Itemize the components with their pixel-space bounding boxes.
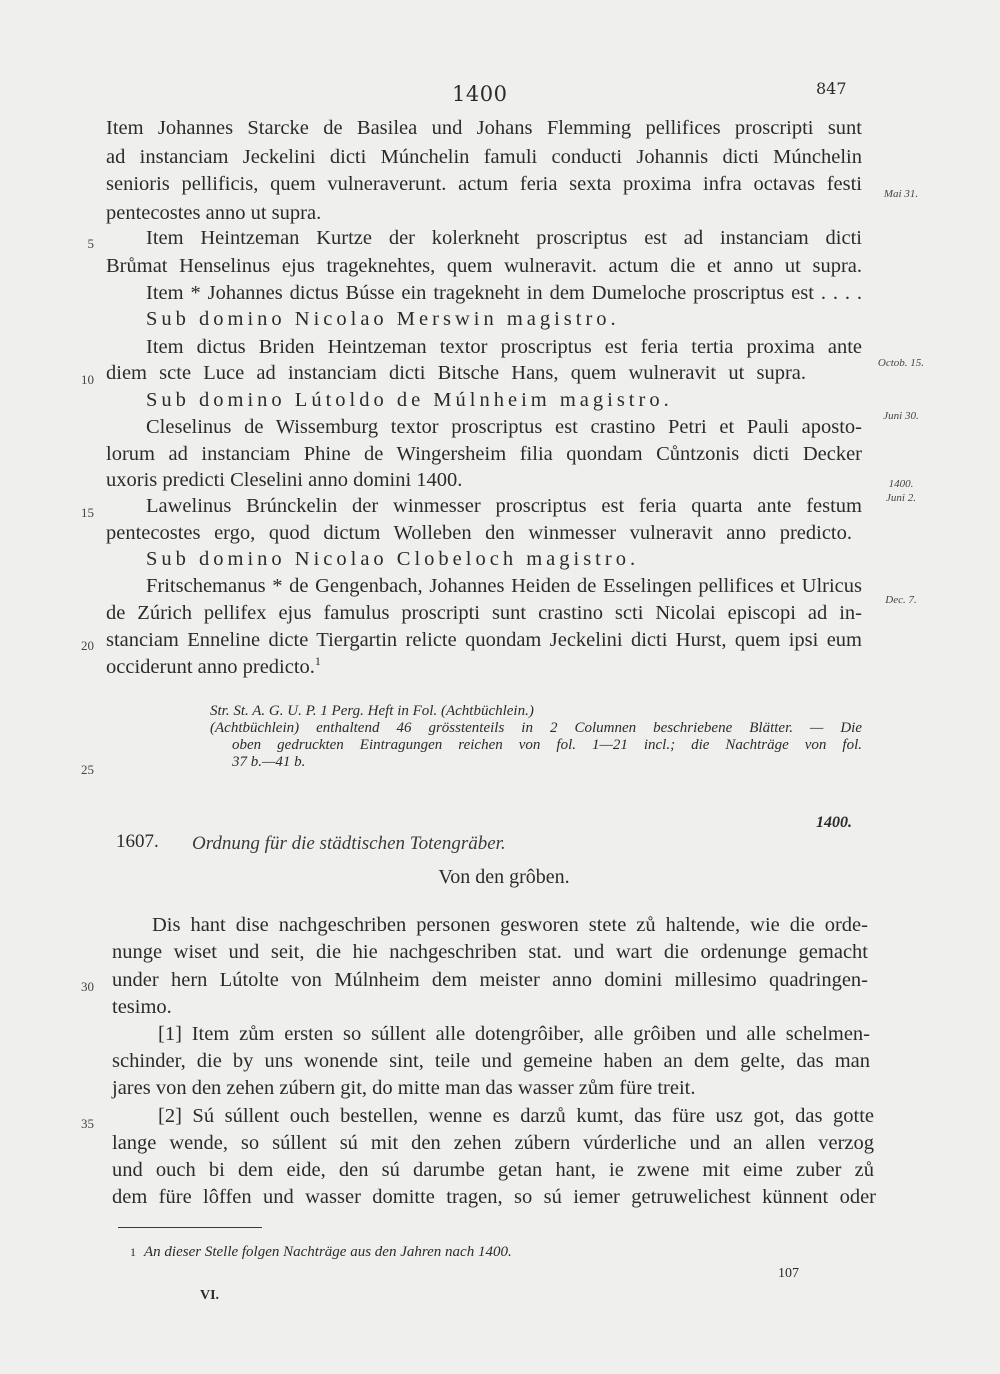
signature-mark: VI. xyxy=(200,1288,220,1303)
text-line: ad instanciam Jeckelini dicti Múnchelin famuli conducti Johannis dicti Múnchelin xyxy=(106,146,862,168)
magistrate-heading: Sub domino Lútoldo de Múlnheim magistro. xyxy=(146,389,673,411)
document-title: Ordnung für die städtischen Totengräber. xyxy=(192,833,506,854)
source-line: Str. St. A. G. U. P. 1 Perg. Heft in Fol. (Achtbüchlein.) xyxy=(210,703,534,719)
body-line: nunge wiset und seit, die hie nachgeschriben stat. und wart die ordenunge gemacht xyxy=(112,941,868,963)
margin-date: 1400. xyxy=(888,478,914,490)
text-line: Item Johannes Starcke de Basilea und Johans Flemming pellifices proscripti sunt xyxy=(106,117,862,139)
body-line: und ouch bi dem eide, den sú darumbe getan hant, ie zwene mit eime zuber zů xyxy=(112,1159,874,1181)
line-number: 25 xyxy=(81,762,94,777)
body-line: schinder, die by uns wonende sint, teile und gemeine haben an dem gelte, das man xyxy=(112,1050,870,1072)
body-line: lange wende, so súllent sú mit den zehen zúbern vúrderliche und an allen verzog xyxy=(112,1132,874,1154)
body-line: [1] Item zům ersten so súllent alle dotengrôiber, alle grôiben und alle schelmen- xyxy=(158,1023,870,1045)
margin-date: Octob. 15. xyxy=(877,357,925,369)
document-year: 1400. xyxy=(816,814,852,831)
text-line: diem scte Luce ad instanciam dicti Bitsche Hans, quem wulneravit ut supra. xyxy=(106,362,806,384)
text-line: senioris pellificis, quem vulneraverunt. actum feria sexta proxima infra octavas festi xyxy=(106,173,862,195)
magistrate-heading: Sub domino Nicolao Merswin magistro. xyxy=(146,308,620,330)
magistrate-heading: Sub domino Nicolao Clobeloch magistro. xyxy=(146,548,640,570)
source-line: (Achtbüchlein) enthaltend 46 grösstenteils in 2 Columnen beschriebene Blätter. — Die xyxy=(210,720,862,736)
body-line: Dis hant dise nachgeschriben personen gesworen stete zů haltende, wie die orde- xyxy=(152,914,868,936)
page-number: 847 xyxy=(816,79,847,98)
document-number: 1607. xyxy=(116,831,159,852)
source-note xyxy=(210,703,862,771)
line-number: 10 xyxy=(81,372,94,387)
text-line: Brůmat Henselinus ejus trageknehtes, quem wulneravit. actum die et anno ut supra. xyxy=(106,255,862,277)
margin-date: Juni 2. xyxy=(886,492,916,504)
footnote-text: An dieser Stelle folgen Nachträge aus den Jahren nach 1400. xyxy=(144,1244,512,1260)
text-line: Lawelinus Brúnckelin der winmesser proscriptus est feria quarta ante festum xyxy=(146,495,862,517)
source-line: 37 b.—41 b. xyxy=(232,754,306,770)
running-header-year: 1400 xyxy=(452,82,508,106)
body-line: tesimo. xyxy=(112,996,172,1018)
text-line: Item Heintzeman Kurtze der kolerkneht proscriptus est ad instanciam dicti xyxy=(146,227,862,249)
body-line: [2] Sú súllent ouch bestellen, wenne es darzů kumt, das füre usz got, das gotte xyxy=(158,1105,874,1127)
text-line: Item * Johannes dictus Bússe ein tragekneht in dem Dumeloche proscriptus est . . . . xyxy=(146,282,862,304)
text-line: occiderunt anno predicto.$^1$ xyxy=(106,654,321,678)
margin-date: Mai 31. xyxy=(883,188,919,200)
body-line: dem füre lôffen und wasser domitte tragen, so sú iemer getruwelichest künnent oder xyxy=(112,1186,876,1208)
text-line: stanciam Enneline dicte Tiergartin relicte quondam Jeckelini dicti Hurst, quem ipsi eum xyxy=(106,629,862,651)
line-number: 15 xyxy=(81,505,94,520)
text-line: Item dictus Briden Heintzeman textor proscriptus est feria tertia proxima ante xyxy=(146,336,862,358)
text-line: Cleselinus de Wissemburg textor proscriptus est crastino Petri et Pauli aposto- xyxy=(146,416,862,438)
footnote-rule xyxy=(118,1227,262,1228)
line-number: 35 xyxy=(81,1116,94,1131)
margin-date: Juni 30. xyxy=(883,410,919,422)
text-line: pentecostes anno ut supra. xyxy=(106,202,322,224)
line-number: 20 xyxy=(81,638,94,653)
line-number: 30 xyxy=(81,979,94,994)
line-number: 5 xyxy=(87,236,94,251)
text-line: uxoris predicti Cleselini anno domini 1400. xyxy=(106,469,463,491)
text-line: de Zúrich pellifex ejus famulus proscripti sunt crastino scti Nicolai episcopi ad in- xyxy=(106,602,862,624)
footnote-number: 1 xyxy=(130,1245,136,1259)
margin-date: Dec. 7. xyxy=(885,594,917,606)
text-line: lorum ad instanciam Phine de Wingersheim filia quondam Cůntzonis dicti Decker xyxy=(106,443,862,465)
body-line: under hern Lútolte von Múlnheim dem meister anno domini millesimo quadringen- xyxy=(112,969,868,991)
footnote-marker: 1 xyxy=(314,654,321,669)
sheet-number: 107 xyxy=(778,1266,799,1281)
text-line: pentecostes ergo, quod dictum Wolleben den winmesser vulneravit anno predicto. xyxy=(106,522,852,544)
section-subtitle: Von den grôben. xyxy=(438,866,570,888)
footnote xyxy=(130,1244,512,1261)
body-line: jares von den zehen zúbern git, do mitte man das wasser zům füre treit. xyxy=(112,1077,696,1099)
source-line: oben gedruckten Eintragungen reichen von fol. 1—21 incl.; die Nachträge von fol. xyxy=(232,737,862,753)
text-line: Fritschemanus * de Gengenbach, Johannes Heiden de Esselingen pellifices et Ulricus xyxy=(146,575,862,597)
